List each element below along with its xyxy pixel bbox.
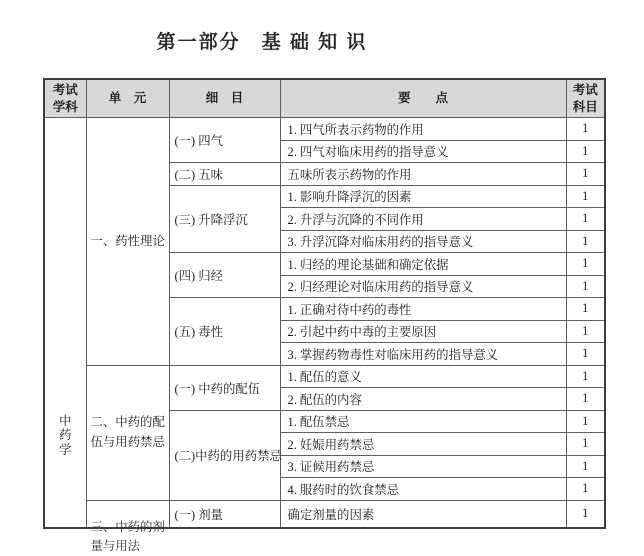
point-cell: 1. 影响升降浮沉的因素 xyxy=(280,185,566,208)
score-cell: 1 xyxy=(566,298,605,321)
score-cell: 1 xyxy=(566,208,605,231)
point-cell: 1. 正确对待中药的毒性 xyxy=(280,298,566,321)
score-cell: 1 xyxy=(566,500,605,528)
point-cell: 2. 妊娠用药禁忌 xyxy=(280,433,566,456)
detail-cell-duxing: (五) 毒性 xyxy=(169,298,280,366)
point-cell: 五味所表示药物的作用 xyxy=(280,163,566,186)
score-cell: 1 xyxy=(566,343,605,366)
header-exam-subject: 考试科目 xyxy=(566,79,605,118)
score-cell: 1 xyxy=(566,388,605,411)
table-row xyxy=(44,500,605,528)
table-row xyxy=(44,118,605,141)
score-cell: 1 xyxy=(566,455,605,478)
score-cell: 1 xyxy=(566,253,605,276)
header-detail: 细 目 xyxy=(169,79,280,118)
table-row xyxy=(44,365,605,388)
score-cell: 1 xyxy=(566,185,605,208)
detail-cell-guijing: (四) 归经 xyxy=(169,253,280,298)
point-cell: 1. 配伍的意义 xyxy=(280,365,566,388)
point-cell: 确定剂量的因素 xyxy=(280,500,566,528)
score-cell: 1 xyxy=(566,163,605,186)
score-cell: 1 xyxy=(566,275,605,298)
detail-cell-siqi: (一) 四气 xyxy=(169,118,280,163)
score-cell: 1 xyxy=(566,230,605,253)
detail-cell-peiwu: (一) 中药的配伍 xyxy=(169,365,280,410)
score-cell: 1 xyxy=(566,118,605,141)
header-points: 要 点 xyxy=(280,79,566,118)
score-cell: 1 xyxy=(566,140,605,163)
point-cell: 2. 引起中药中毒的主要原因 xyxy=(280,320,566,343)
score-cell: 1 xyxy=(566,478,605,501)
unit-3-clipped-label: 三、中药的剂量与用法 xyxy=(90,519,165,553)
syllabus-table xyxy=(43,78,606,553)
point-cell: 3. 证候用药禁忌 xyxy=(280,455,566,478)
point-cell: 2. 四气对临床用药的指导意义 xyxy=(280,140,566,163)
detail-cell-jiliang: (一) 剂量 xyxy=(169,500,280,528)
score-cell: 1 xyxy=(566,433,605,456)
point-cell: 4. 服药时的饮食禁忌 xyxy=(280,478,566,501)
unit-cell-2: 二、中药的配伍与用药禁忌 xyxy=(86,365,169,500)
page-title: 第一部分 基 础 知 识 xyxy=(156,32,368,53)
score-cell: 1 xyxy=(566,320,605,343)
point-cell: 3. 掌握药物毒性对临床用药的指导意义 xyxy=(280,343,566,366)
detail-cell-shengjiang: (三) 升降浮沉 xyxy=(169,185,280,253)
point-cell: 2. 归经理论对临床用药的指导意义 xyxy=(280,275,566,298)
unit-cell-1: 一、药性理论 xyxy=(86,118,169,366)
subject-cell xyxy=(44,118,86,529)
score-cell: 1 xyxy=(566,365,605,388)
header-row xyxy=(44,79,605,118)
point-cell: 1. 四气所表示药物的作用 xyxy=(280,118,566,141)
score-cell: 1 xyxy=(566,410,605,433)
point-cell: 2. 配伍的内容 xyxy=(280,388,566,411)
unit-cell-3 xyxy=(86,500,169,553)
point-cell: 1. 配伍禁忌 xyxy=(280,410,566,433)
point-cell: 3. 升浮沉降对临床用药的指导意义 xyxy=(280,230,566,253)
point-cell: 2. 升浮与沉降的不同作用 xyxy=(280,208,566,231)
header-exam-discipline: 考试学科 xyxy=(44,79,86,118)
subject-vertical-label: 中药学 xyxy=(59,414,72,457)
header-unit: 单 元 xyxy=(86,79,169,118)
detail-cell-jinji: (二)中药的用药禁忌 xyxy=(169,410,280,500)
detail-cell-wuwei: (二) 五味 xyxy=(169,163,280,186)
point-cell: 1. 归经的理论基础和确定依据 xyxy=(280,253,566,276)
